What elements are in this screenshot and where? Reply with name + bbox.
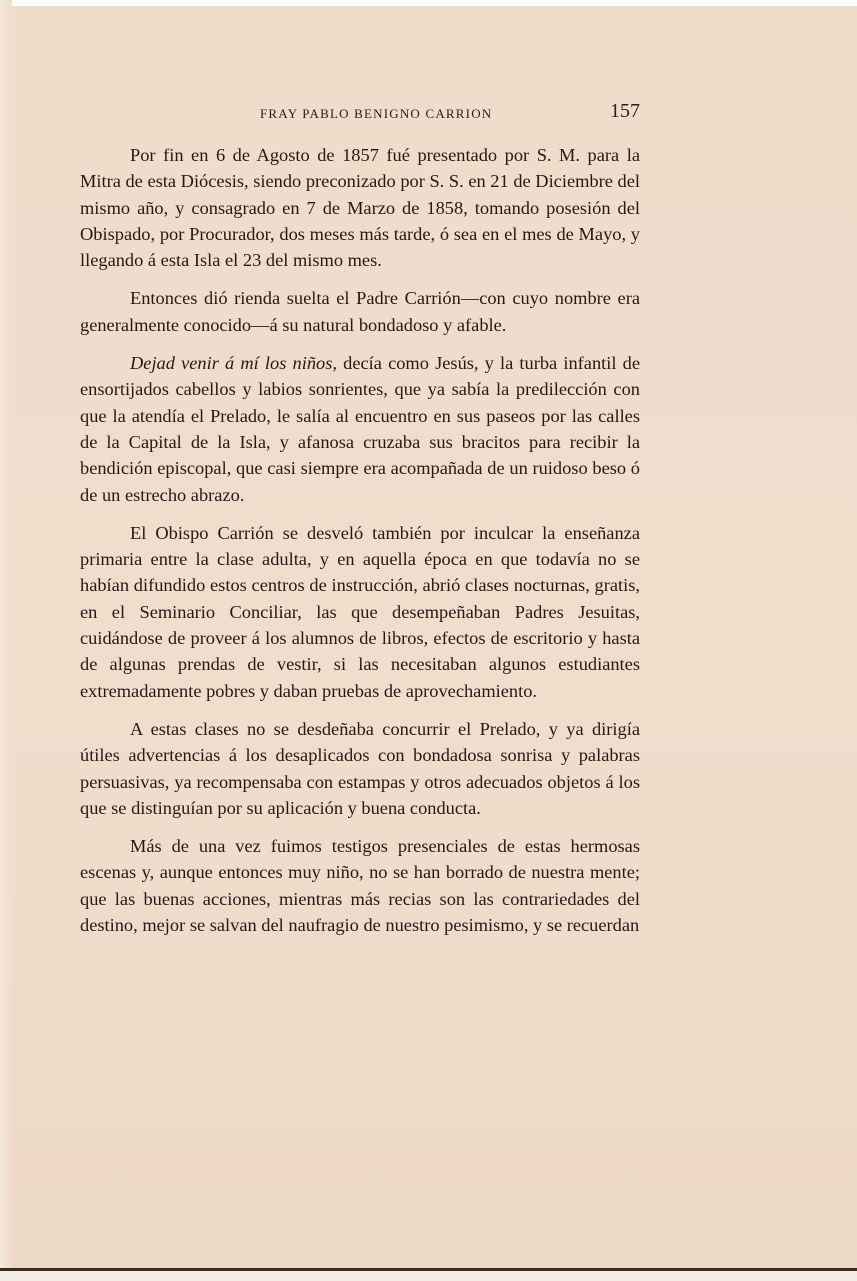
scan-top-edge (0, 0, 857, 6)
paragraph-3-italic-quote: Dejad venir á mí los niños, (130, 353, 337, 374)
paragraph-3 (80, 350, 640, 508)
paragraph-6 (80, 833, 640, 938)
paragraph-5-text: A estas clases no se desdeñaba concurrir el Prelado, y ya dirigía útiles advertencias á los desaplicados con bondadosa sonrisa y palabras persuasivas, ya recompensaba con estampas y otros adecuados objetos á los que se distinguían por su aplicación y buena conducta. (80, 718, 640, 818)
paragraph-2-text: Entonces dió rienda suelta el Padre Carrión—con cuyo nombre era generalmente conocido—á su natural bondadoso y afable. (80, 288, 640, 335)
paragraph-4 (80, 520, 640, 704)
paragraph-6-text: Más de una vez fuimos testigos presenciales de estas hermosas escenas y, aunque entonces muy niño, no se han borrado de nuestra mente; que las buenas acciones, mientras más recias son las contrariedades del destino, mejor se salvan del naufragio de nuestro pesimismo, y se recuerdan (80, 836, 640, 936)
paragraph-1 (80, 142, 640, 273)
paragraph-1-text: Por fin en 6 de Agosto de 1857 fué presentado por S. M. para la Mitra de esta Diócesis, siendo preconizado por S. S. en 21 de Diciembre del mismo año, y consagrado en 7 de Marzo de 1858, tomando posesión del Obispado, por Procurador, dos meses más tarde, ó sea en el mes de Mayo, y llegando á esta Isla el 23 del mismo mes. (80, 145, 640, 271)
scan-left-edge (0, 0, 12, 1281)
scan-bottom-strip (0, 1271, 857, 1281)
paragraph-4-text: El Obispo Carrión se desveló también por inculcar la enseñanza primaria entre la clase adulta, y en aquella época en que todavía no se habían difundido estos centros de instrucción, abrió clases nocturnas, gratis, en el Seminario Conciliar, las que desempeñaban Padres Jesuitas, cuidándose de proveer á los alumnos de libros, efectos de escritorio y hasta de algunas prendas de vestir, si las necesitaban algunos estudiantes extremadamente pobres y daban pruebas de aprovechamiento. (80, 522, 640, 701)
page-number: 157 (610, 100, 640, 122)
paragraph-3-text: decía como Jesús, y la turba infantil de ensortijados cabellos y labios sonrientes, que ya sabía la predilección con que la atendía el Prelado, le salía al encuentro en sus paseos por las calles de la Capital de la Isla, y afanosa cruzaba sus bracitos para recibir la bendición episcopal, que casi siempre era acompañada de un ruidoso beso ó de un estrecho abrazo. (80, 353, 640, 505)
running-head (80, 100, 640, 130)
running-title: FRAY PABLO BENIGNO CARRION (260, 106, 493, 121)
text-body (80, 142, 640, 938)
paragraph-2 (80, 285, 640, 338)
paragraph-5 (80, 716, 640, 821)
